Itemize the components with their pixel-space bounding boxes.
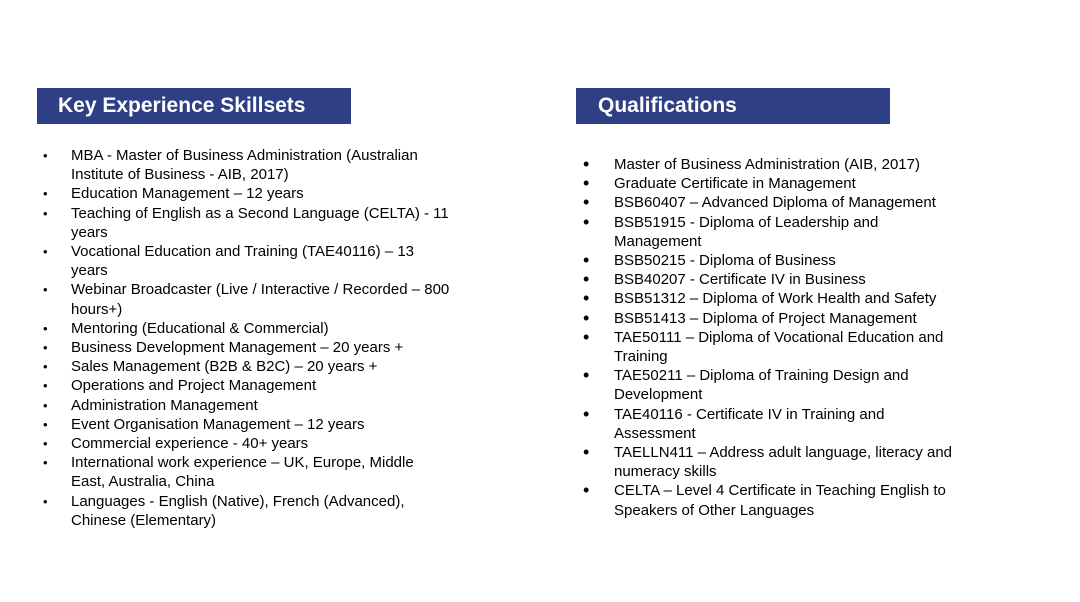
- bullet-icon: •: [583, 173, 590, 194]
- bullet-icon: •: [583, 403, 590, 424]
- list-item: • Business Development Management – 20 years +: [43, 339, 404, 357]
- list-item: • TAE50111 – Diploma of Vocational Education and Training: [583, 326, 944, 366]
- bullet-icon: •: [43, 244, 48, 260]
- list-item: • Operations and Project Management: [43, 377, 317, 395]
- qualifications-list: [576, 155, 996, 520]
- bullet-icon: •: [583, 365, 590, 386]
- qualifications-section: [576, 88, 996, 520]
- bullet-icon: •: [583, 250, 590, 271]
- bullet-icon: •: [43, 205, 48, 221]
- list-item: • Languages - English (Native), French (Advanced), Chinese (Elementary): [43, 492, 405, 529]
- bullet-icon: •: [43, 397, 48, 413]
- bullet-icon: •: [583, 288, 590, 309]
- bullet-icon: •: [43, 416, 48, 432]
- bullet-icon: •: [583, 269, 590, 290]
- bullet-icon: •: [583, 326, 590, 347]
- list-item: • Vocational Education and Training (TAE40116) – 13 years: [43, 243, 415, 280]
- list-item: • TAE50211 – Diploma of Training Design and Development: [583, 365, 909, 404]
- list-item: • BSB50215 - Diploma of Business: [583, 250, 836, 271]
- bullet-icon: •: [43, 378, 48, 394]
- bullet-icon: •: [43, 320, 48, 336]
- bullet-icon: •: [583, 192, 590, 213]
- key-experience-list: [37, 146, 497, 530]
- list-item: • TAELLN411 – Address adult language, literacy and numeracy skills: [583, 442, 952, 481]
- list-item: • BSB51312 – Diploma of Work Health and Safety: [583, 288, 937, 309]
- key-experience-section: [37, 88, 497, 530]
- bullet-icon: •: [583, 154, 590, 174]
- bullet-icon: •: [43, 359, 48, 375]
- bullet-icon: •: [43, 455, 48, 471]
- list-item: • CELTA – Level 4 Certificate in Teaching English to Speakers of Other Languages: [583, 480, 946, 519]
- bullet-icon: •: [583, 480, 590, 501]
- bullet-icon: •: [43, 282, 48, 298]
- bullet-icon: •: [43, 340, 48, 356]
- list-item: • Mentoring (Educational & Commercial): [43, 319, 329, 337]
- list-item: • Commercial experience - 40+ years: [43, 435, 309, 453]
- list-item: • Master of Business Administration (AIB, 2017): [583, 154, 920, 174]
- bullet-icon: •: [583, 211, 590, 232]
- list-item: • TAE40116 - Certificate IV in Training and Assessment: [583, 403, 885, 442]
- list-item: • MBA - Master of Business Administration (Australian Institute of Business - AIB, 2017): [43, 147, 418, 184]
- list-item: • Event Organisation Management – 12 years: [43, 415, 365, 433]
- bullet-icon: •: [583, 307, 590, 328]
- bullet-icon: •: [43, 186, 48, 202]
- list-item: • BSB51413 – Diploma of Project Management: [583, 307, 917, 328]
- bullet-icon: •: [583, 442, 590, 463]
- key-experience-header: Key Experience Skillsets: [37, 88, 351, 124]
- qualifications-header: Qualifications: [576, 88, 890, 124]
- list-item: • BSB51915 - Diploma of Leadership and Management: [583, 211, 879, 250]
- list-item: • BSB60407 – Advanced Diploma of Management: [583, 192, 936, 213]
- list-item: • Graduate Certificate in Management: [583, 173, 856, 194]
- list-item: • BSB40207 - Certificate IV in Business: [583, 269, 866, 290]
- bullet-icon: •: [43, 436, 48, 452]
- list-item: • Webinar Broadcaster (Live / Interactive / Recorded – 800 hours+): [43, 281, 450, 318]
- list-item: • International work experience – UK, Europe, Middle East, Australia, China: [43, 454, 414, 491]
- list-item: • Sales Management (B2B & B2C) – 20 years +: [43, 358, 378, 376]
- list-item: • Teaching of English as a Second Language (CELTA) - 11 years: [43, 204, 449, 241]
- bullet-icon: •: [43, 493, 48, 509]
- list-item: • Administration Management: [43, 396, 258, 414]
- list-item: • Education Management – 12 years: [43, 185, 304, 203]
- bullet-icon: •: [43, 148, 48, 163]
